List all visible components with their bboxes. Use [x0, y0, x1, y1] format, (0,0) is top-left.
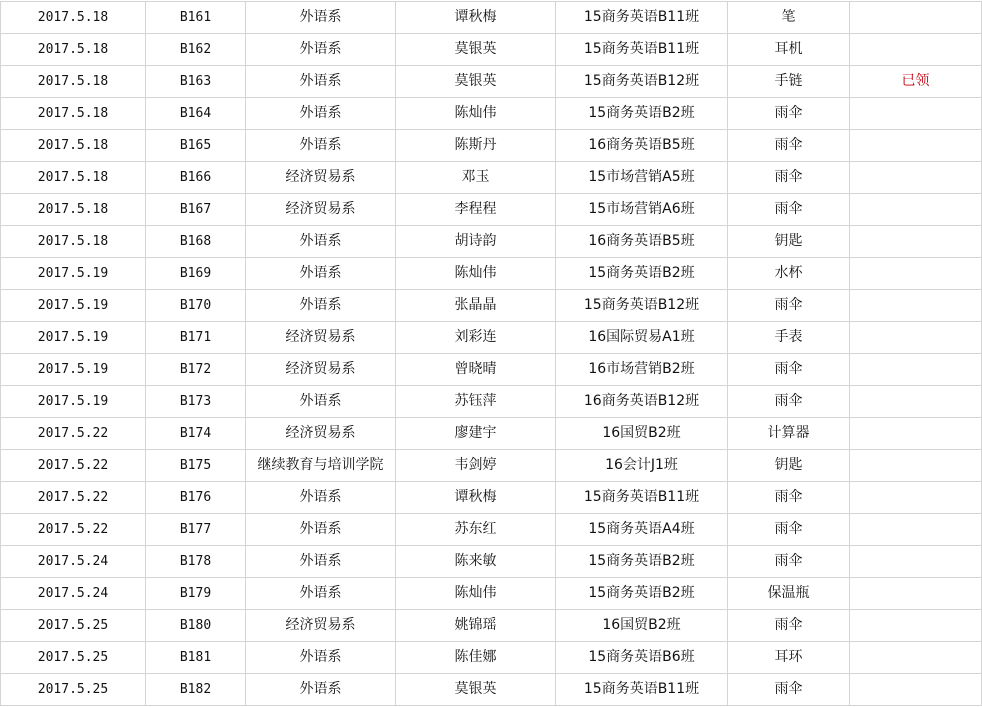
date-cell[interactable]: 2017.5.25 [1, 610, 146, 642]
code-cell[interactable]: B173 [146, 386, 246, 418]
item-cell[interactable]: 雨伞 [728, 386, 850, 418]
class-cell[interactable]: 16商务英语B5班 [556, 226, 728, 258]
class-cell[interactable]: 15商务英语B12班 [556, 290, 728, 322]
item-cell[interactable]: 雨伞 [728, 194, 850, 226]
table-row [1, 34, 982, 66]
code-cell[interactable]: B164 [146, 98, 246, 130]
class-cell[interactable]: 15市场营销A6班 [556, 194, 728, 226]
name-cell[interactable]: 胡诗韵 [396, 226, 556, 258]
table-row [1, 2, 982, 34]
date-cell[interactable]: 2017.5.24 [1, 578, 146, 610]
date-cell[interactable]: 2017.5.18 [1, 194, 146, 226]
code-cell[interactable]: B172 [146, 354, 246, 386]
date-cell[interactable]: 2017.5.22 [1, 514, 146, 546]
name-cell[interactable]: 廖建宇 [396, 418, 556, 450]
name-cell[interactable]: 陈灿伟 [396, 98, 556, 130]
department-cell[interactable]: 外语系 [246, 98, 396, 130]
name-cell[interactable]: 莫银英 [396, 674, 556, 706]
name-cell[interactable]: 姚锦瑶 [396, 610, 556, 642]
department-cell[interactable]: 外语系 [246, 290, 396, 322]
date-cell[interactable]: 2017.5.18 [1, 130, 146, 162]
name-cell[interactable]: 陈灿伟 [396, 258, 556, 290]
item-cell[interactable]: 水杯 [728, 258, 850, 290]
status-cell[interactable] [850, 418, 982, 450]
item-cell[interactable]: 保温瓶 [728, 578, 850, 610]
table-row [1, 578, 982, 610]
lost-and-found-table [0, 1, 982, 706]
item-cell[interactable]: 雨伞 [728, 290, 850, 322]
item-cell[interactable]: 雨伞 [728, 514, 850, 546]
status-cell[interactable] [850, 610, 982, 642]
department-cell[interactable]: 经济贸易系 [246, 162, 396, 194]
table-row [1, 418, 982, 450]
table-row [1, 194, 982, 226]
status-cell[interactable] [850, 514, 982, 546]
status-cell[interactable] [850, 98, 982, 130]
item-cell[interactable]: 雨伞 [728, 354, 850, 386]
name-cell[interactable]: 邓玉 [396, 162, 556, 194]
name-cell[interactable]: 陈佳娜 [396, 642, 556, 674]
name-cell[interactable]: 韦剑婷 [396, 450, 556, 482]
class-cell[interactable]: 15市场营销A5班 [556, 162, 728, 194]
item-cell[interactable]: 钥匙 [728, 450, 850, 482]
status-cell[interactable] [850, 450, 982, 482]
item-cell[interactable]: 手链 [728, 66, 850, 98]
class-cell[interactable]: 15商务英语B12班 [556, 66, 728, 98]
class-cell[interactable]: 15商务英语B11班 [556, 674, 728, 706]
item-cell[interactable]: 计算器 [728, 418, 850, 450]
department-cell[interactable]: 经济贸易系 [246, 194, 396, 226]
class-cell[interactable]: 15商务英语B2班 [556, 578, 728, 610]
table-row [1, 482, 982, 514]
name-cell[interactable]: 陈来敏 [396, 546, 556, 578]
date-cell[interactable]: 2017.5.22 [1, 418, 146, 450]
date-cell[interactable]: 2017.5.22 [1, 482, 146, 514]
code-cell[interactable]: B176 [146, 482, 246, 514]
class-cell[interactable]: 15商务英语A4班 [556, 514, 728, 546]
item-cell[interactable]: 手表 [728, 322, 850, 354]
department-cell[interactable]: 经济贸易系 [246, 322, 396, 354]
name-cell[interactable]: 苏东红 [396, 514, 556, 546]
table-row [1, 674, 982, 706]
code-cell[interactable]: B162 [146, 34, 246, 66]
department-cell[interactable]: 外语系 [246, 226, 396, 258]
department-cell[interactable]: 外语系 [246, 386, 396, 418]
code-cell[interactable]: B180 [146, 610, 246, 642]
status-cell[interactable] [850, 482, 982, 514]
status-cell[interactable] [850, 162, 982, 194]
code-cell[interactable]: B171 [146, 322, 246, 354]
name-cell[interactable]: 苏钰萍 [396, 386, 556, 418]
class-cell[interactable]: 15商务英语B11班 [556, 34, 728, 66]
code-cell[interactable]: B165 [146, 130, 246, 162]
department-cell[interactable]: 外语系 [246, 258, 396, 290]
item-cell[interactable]: 雨伞 [728, 482, 850, 514]
class-cell[interactable]: 15商务英语B2班 [556, 98, 728, 130]
date-cell[interactable]: 2017.5.18 [1, 98, 146, 130]
name-cell[interactable]: 张晶晶 [396, 290, 556, 322]
department-cell[interactable]: 外语系 [246, 578, 396, 610]
code-cell[interactable]: B167 [146, 194, 246, 226]
department-cell[interactable]: 外语系 [246, 642, 396, 674]
class-cell[interactable]: 15商务英语B11班 [556, 2, 728, 34]
item-cell[interactable]: 雨伞 [728, 546, 850, 578]
date-cell[interactable]: 2017.5.19 [1, 354, 146, 386]
table-row [1, 258, 982, 290]
class-cell[interactable]: 16国贸B2班 [556, 610, 728, 642]
date-cell[interactable]: 2017.5.24 [1, 546, 146, 578]
department-cell[interactable]: 经济贸易系 [246, 418, 396, 450]
table-row [1, 290, 982, 322]
item-cell[interactable]: 雨伞 [728, 162, 850, 194]
class-cell[interactable]: 16国贸B2班 [556, 418, 728, 450]
status-cell[interactable] [850, 546, 982, 578]
date-cell[interactable]: 2017.5.25 [1, 674, 146, 706]
table-row [1, 450, 982, 482]
status-cell[interactable] [850, 642, 982, 674]
code-cell[interactable]: B178 [146, 546, 246, 578]
code-cell[interactable]: B170 [146, 290, 246, 322]
status-cell[interactable] [850, 578, 982, 610]
table-row [1, 226, 982, 258]
class-cell[interactable]: 15商务英语B6班 [556, 642, 728, 674]
table-body [1, 2, 982, 706]
status-cell[interactable] [850, 130, 982, 162]
department-cell[interactable]: 外语系 [246, 546, 396, 578]
status-cell[interactable] [850, 194, 982, 226]
table-row [1, 130, 982, 162]
name-cell[interactable]: 陈斯丹 [396, 130, 556, 162]
name-cell[interactable]: 李程程 [396, 194, 556, 226]
class-cell[interactable]: 16商务英语B5班 [556, 130, 728, 162]
status-cell[interactable] [850, 322, 982, 354]
date-cell[interactable]: 2017.5.18 [1, 66, 146, 98]
department-cell[interactable]: 外语系 [246, 674, 396, 706]
name-cell[interactable]: 刘彩连 [396, 322, 556, 354]
code-cell[interactable]: B163 [146, 66, 246, 98]
department-cell[interactable]: 外语系 [246, 130, 396, 162]
class-cell[interactable]: 16商务英语B12班 [556, 386, 728, 418]
code-cell[interactable]: B177 [146, 514, 246, 546]
class-cell[interactable]: 15商务英语B2班 [556, 546, 728, 578]
name-cell[interactable]: 谭秋梅 [396, 2, 556, 34]
item-cell[interactable]: 耳机 [728, 34, 850, 66]
department-cell[interactable]: 外语系 [246, 2, 396, 34]
table-row [1, 66, 982, 98]
department-cell[interactable]: 经济贸易系 [246, 610, 396, 642]
table-row [1, 98, 982, 130]
item-cell[interactable]: 雨伞 [728, 98, 850, 130]
date-cell[interactable]: 2017.5.18 [1, 226, 146, 258]
item-cell[interactable]: 耳环 [728, 642, 850, 674]
class-cell[interactable]: 15商务英语B11班 [556, 482, 728, 514]
department-cell[interactable]: 继续教育与培训学院 [246, 450, 396, 482]
code-cell[interactable]: B166 [146, 162, 246, 194]
status-cell[interactable]: 已领 [850, 66, 982, 98]
item-cell[interactable]: 雨伞 [728, 130, 850, 162]
status-cell[interactable] [850, 290, 982, 322]
table-row [1, 162, 982, 194]
code-cell[interactable]: B182 [146, 674, 246, 706]
department-cell[interactable]: 外语系 [246, 34, 396, 66]
code-cell[interactable]: B181 [146, 642, 246, 674]
department-cell[interactable]: 外语系 [246, 514, 396, 546]
code-cell[interactable]: B169 [146, 258, 246, 290]
code-cell[interactable]: B179 [146, 578, 246, 610]
table-row [1, 322, 982, 354]
department-cell[interactable]: 外语系 [246, 66, 396, 98]
department-cell[interactable]: 外语系 [246, 482, 396, 514]
item-cell[interactable]: 雨伞 [728, 674, 850, 706]
name-cell[interactable]: 陈灿伟 [396, 578, 556, 610]
date-cell[interactable]: 2017.5.25 [1, 642, 146, 674]
date-cell[interactable]: 2017.5.19 [1, 290, 146, 322]
status-cell[interactable] [850, 2, 982, 34]
status-cell[interactable] [850, 34, 982, 66]
status-cell[interactable] [850, 674, 982, 706]
name-cell[interactable]: 曾晓晴 [396, 354, 556, 386]
item-cell[interactable]: 雨伞 [728, 610, 850, 642]
status-cell[interactable] [850, 226, 982, 258]
status-cell[interactable] [850, 386, 982, 418]
table-row [1, 642, 982, 674]
date-cell[interactable]: 2017.5.19 [1, 258, 146, 290]
table-row [1, 514, 982, 546]
class-cell[interactable]: 16市场营销B2班 [556, 354, 728, 386]
name-cell[interactable]: 莫银英 [396, 66, 556, 98]
table-row [1, 386, 982, 418]
date-cell[interactable]: 2017.5.19 [1, 386, 146, 418]
class-cell[interactable]: 16会计J1班 [556, 450, 728, 482]
date-cell[interactable]: 2017.5.18 [1, 2, 146, 34]
item-cell[interactable]: 笔 [728, 2, 850, 34]
item-cell[interactable]: 钥匙 [728, 226, 850, 258]
class-cell[interactable]: 16国际贸易A1班 [556, 322, 728, 354]
date-cell[interactable]: 2017.5.22 [1, 450, 146, 482]
name-cell[interactable]: 莫银英 [396, 34, 556, 66]
table-row [1, 546, 982, 578]
code-cell[interactable]: B175 [146, 450, 246, 482]
name-cell[interactable]: 谭秋梅 [396, 482, 556, 514]
class-cell[interactable]: 15商务英语B2班 [556, 258, 728, 290]
status-cell[interactable] [850, 258, 982, 290]
table-row [1, 610, 982, 642]
code-cell[interactable]: B168 [146, 226, 246, 258]
code-cell[interactable]: B174 [146, 418, 246, 450]
date-cell[interactable]: 2017.5.19 [1, 322, 146, 354]
date-cell[interactable]: 2017.5.18 [1, 34, 146, 66]
code-cell[interactable]: B161 [146, 2, 246, 34]
status-cell[interactable] [850, 354, 982, 386]
table-row [1, 354, 982, 386]
date-cell[interactable]: 2017.5.18 [1, 162, 146, 194]
department-cell[interactable]: 经济贸易系 [246, 354, 396, 386]
